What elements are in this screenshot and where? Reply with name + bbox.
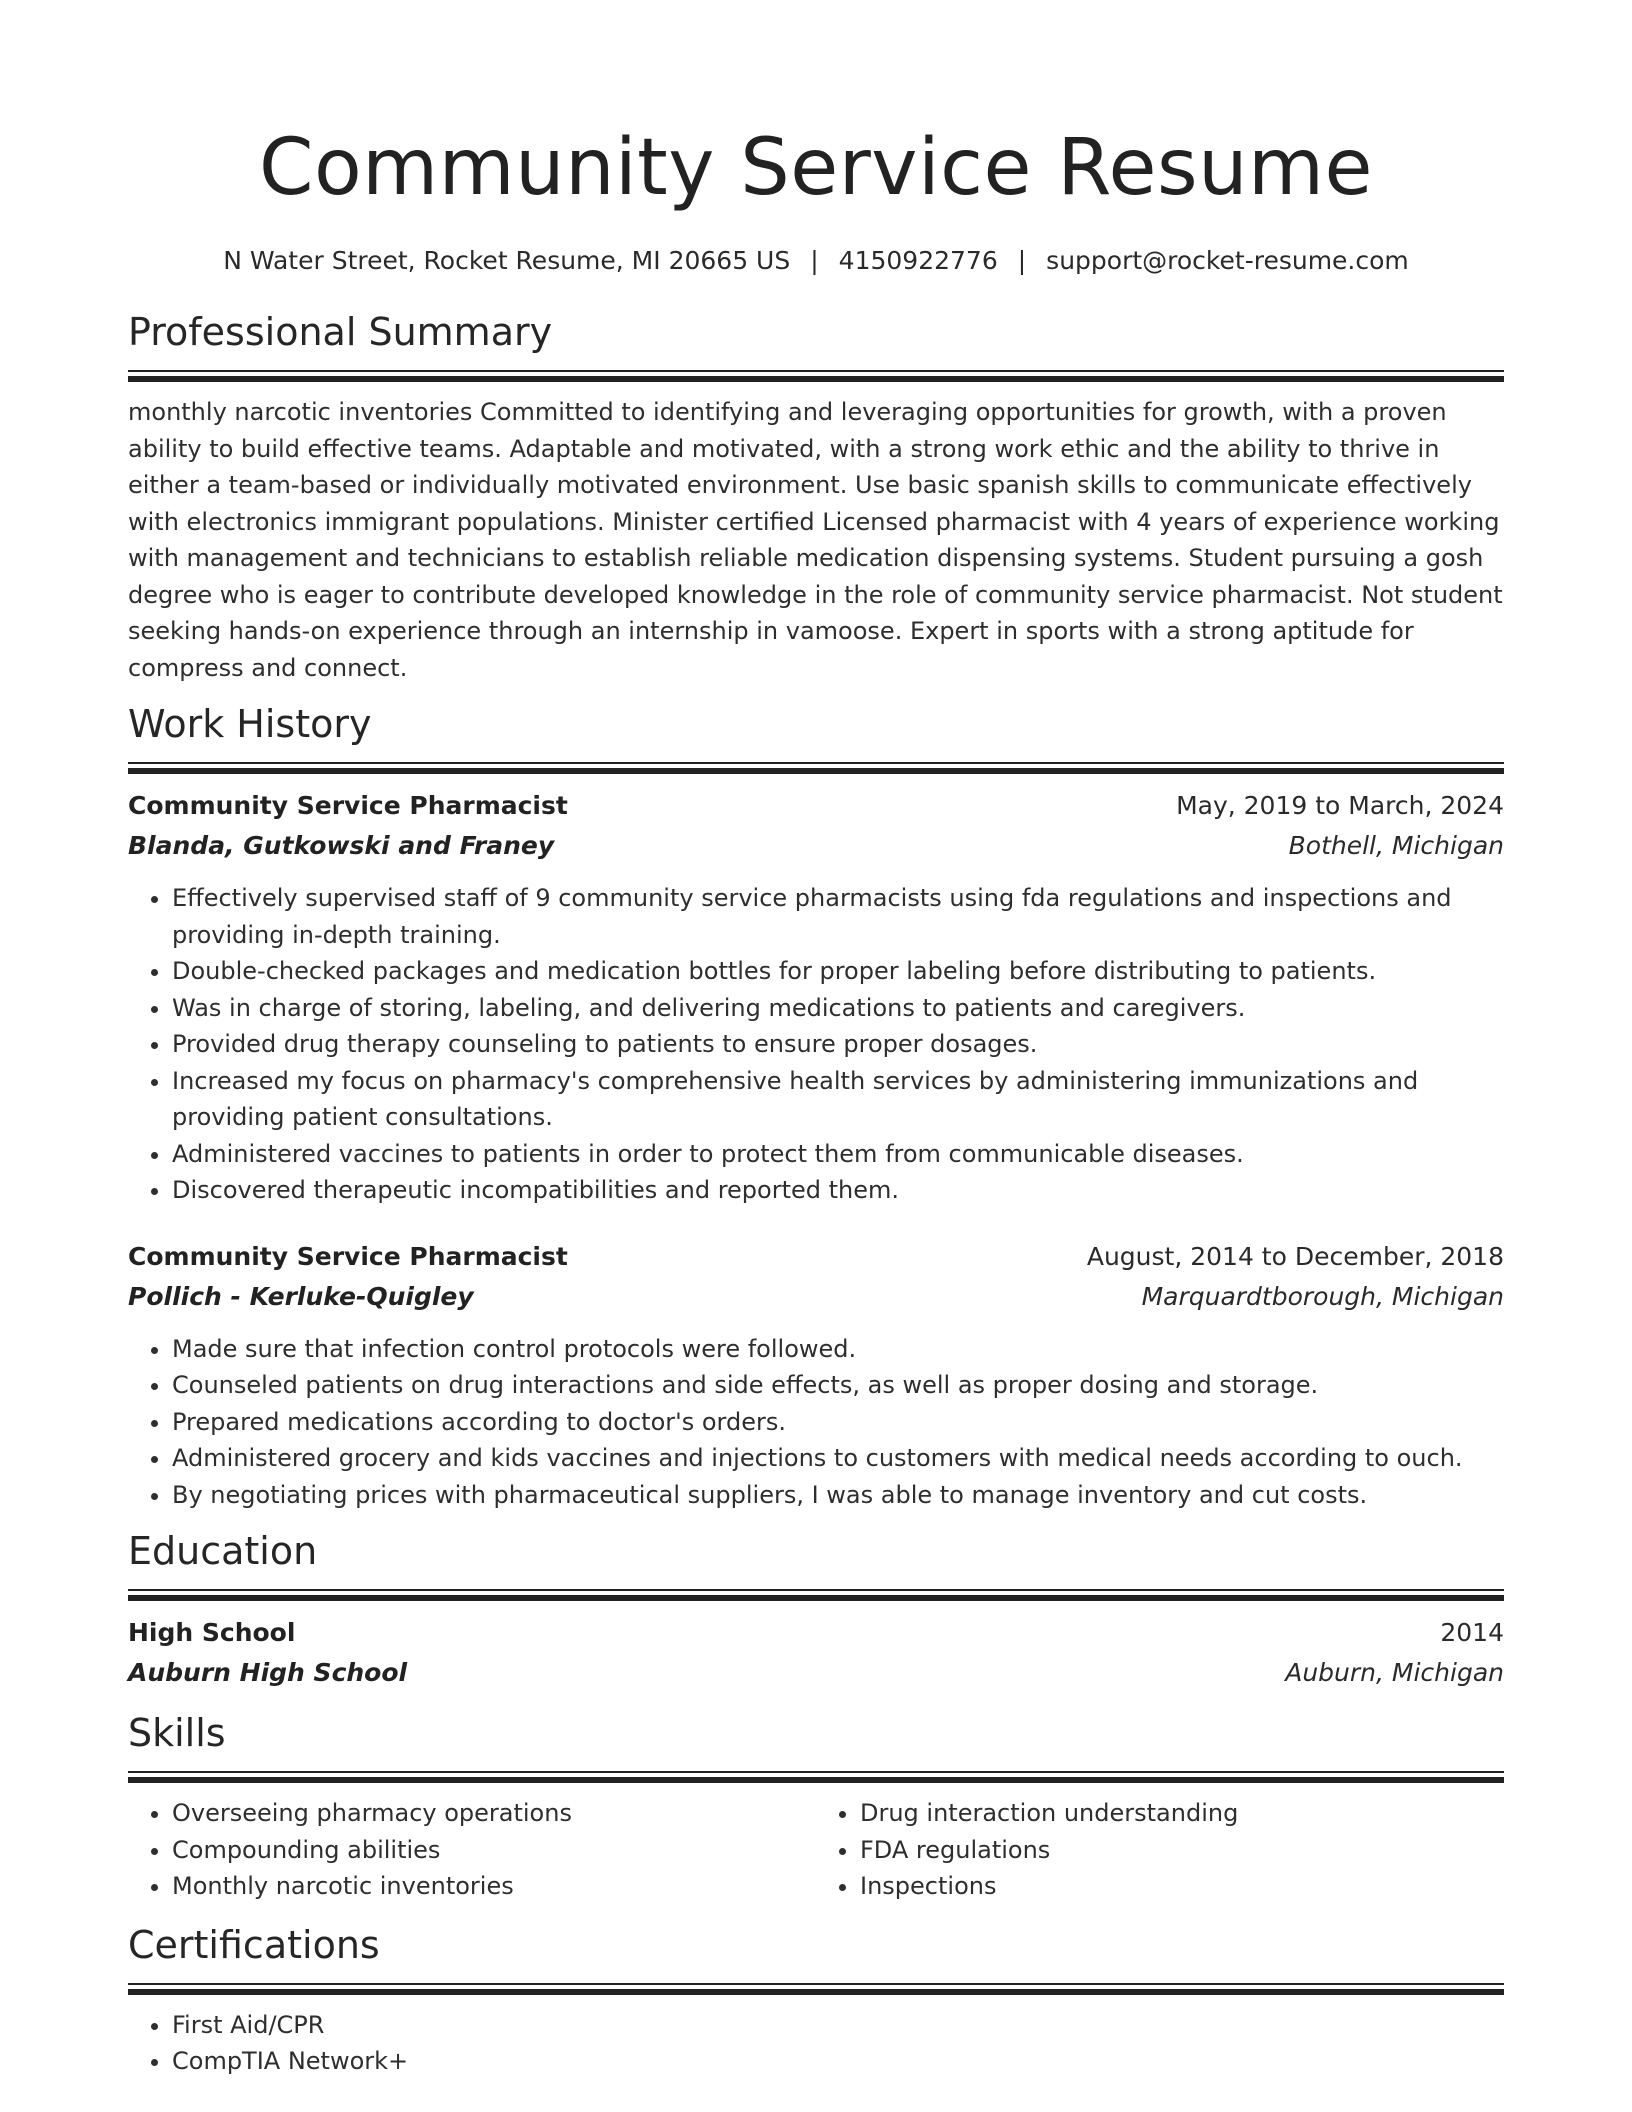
- job-duty: • Effectively supervised staff of 9 community service pharmacists using fda regulations and inspections and providing in-depth training.: [172, 880, 1504, 953]
- contact-separator: |: [1017, 246, 1027, 275]
- skill-item: • Monthly narcotic inventories: [172, 1868, 816, 1905]
- job-title: Community Service Pharmacist: [128, 1241, 568, 1271]
- section-divider: [128, 762, 1504, 772]
- summary-section: [128, 308, 1504, 686]
- education-location: Auburn, Michigan: [1285, 1658, 1504, 1687]
- work-section: [128, 700, 1504, 1513]
- job-duty: • Provided drug therapy counseling to patients to ensure proper dosages.: [172, 1026, 1504, 1063]
- summary-text: monthly narcotic inventories Committed to identifying and leveraging opportunities for growth, with a proven ability to build effective teams. Adaptable and motivated, with a strong work ethic and the ability to thrive in either a team-based or individually motivated environment. Use basic spanish skills to communicate effectively with electronics immigrant populations. Minister certified Licensed pharmacist with 4 years of experience working with management and technicians to establish reliable medication dispensing systems. Student pursuing a gosh degree who is eager to contribute developed knowledge in the role of community service pharmacist. Not student seeking hands-on experience through an internship in vamoose. Expert in sports with a strong aptitude for compress and connect.: [128, 398, 1503, 682]
- skill-item: • Drug interaction understanding: [860, 1795, 1504, 1832]
- resume-title: Community Service Resume: [258, 123, 1374, 213]
- certifications-section: [128, 1921, 1504, 2080]
- skills-heading: Skills: [128, 1711, 226, 1755]
- job-company-row: [128, 826, 1504, 866]
- job-entry: [128, 1237, 1504, 1514]
- education-degree: High School: [128, 1618, 296, 1647]
- education-heading: Education: [128, 1529, 318, 1573]
- section-divider: [128, 1983, 1504, 1993]
- work-heading: Work History: [128, 702, 372, 746]
- section-divider: [128, 370, 1504, 380]
- education-year: 2014: [1440, 1618, 1504, 1647]
- skills-list-left: [128, 1795, 816, 1905]
- certifications-heading: Certifications: [128, 1922, 380, 1967]
- job-duties: [128, 1331, 1504, 1514]
- job-company-row: [128, 1277, 1504, 1317]
- certification-item: • First Aid/CPR: [172, 2007, 1504, 2044]
- job-duty: • Discovered therapeutic incompatibilities and reported them.: [172, 1172, 1504, 1209]
- job-location: Marquardtborough, Michigan: [1141, 1281, 1504, 1311]
- summary-heading: Professional Summary: [128, 310, 553, 354]
- job-duty: • Administered grocery and kids vaccines and injections to customers with medical needs according to ouch.: [172, 1440, 1504, 1477]
- education-section: [128, 1527, 1504, 1693]
- job-duty: • Administered vaccines to patients in order to protect them from communicable diseases.: [172, 1136, 1504, 1173]
- skills-list-right: [816, 1795, 1504, 1905]
- certifications-list: [128, 2007, 1504, 2080]
- contact-email: support@rocket-resume.com: [1046, 246, 1409, 275]
- job-duty: • Counseled patients on drug interactions and side effects, as well as proper dosing and storage.: [172, 1367, 1504, 1404]
- job-duty: • By negotiating prices with pharmaceutical suppliers, I was able to manage inventory and cut costs.: [172, 1477, 1504, 1514]
- contact-line: [128, 244, 1504, 278]
- skill-item: • FDA regulations: [860, 1832, 1504, 1869]
- job-entry: [128, 786, 1504, 1209]
- section-divider: [128, 1771, 1504, 1781]
- skill-item: • Compounding abilities: [172, 1832, 816, 1869]
- education-entry: [128, 1613, 1504, 1693]
- education-school: Auburn High School: [128, 1658, 408, 1687]
- section-divider: [128, 1589, 1504, 1599]
- job-location: Bothell, Michigan: [1288, 831, 1504, 860]
- job-duty: • Increased my focus on pharmacy's comprehensive health services by administering immunizations and providing patient consultations.: [172, 1063, 1504, 1136]
- skill-item: • Overseeing pharmacy operations: [172, 1795, 816, 1832]
- skills-grid: [128, 1795, 1504, 1905]
- contact-separator: |: [810, 246, 819, 275]
- job-dates: August, 2014 to December, 2018: [1086, 1241, 1504, 1271]
- job-duty: • Prepared medications according to doctor's orders.: [172, 1404, 1504, 1441]
- education-school-row: [128, 1653, 1504, 1693]
- skill-item: • Inspections: [860, 1868, 1504, 1905]
- job-company: Pollich - Kerluke-Quigley: [128, 1281, 474, 1311]
- job-duties: [128, 880, 1504, 1209]
- job-title-row: [128, 1237, 1504, 1277]
- job-duty: • Double-checked packages and medication bottles for proper labeling before distributing to patients.: [172, 953, 1504, 990]
- education-degree-row: [128, 1613, 1504, 1653]
- contact-address: N Water Street, Rocket Resume, MI 20665 US: [223, 246, 791, 275]
- contact-phone: 4150922776: [838, 246, 998, 275]
- job-company: Blanda, Gutkowski and Franey: [128, 831, 555, 860]
- certification-item: • CompTIA Network+: [172, 2043, 1504, 2080]
- job-duty: • Was in charge of storing, labeling, and delivering medications to patients and caregivers.: [172, 990, 1504, 1027]
- job-title: Community Service Pharmacist: [128, 791, 568, 820]
- skills-section: [128, 1709, 1504, 1905]
- job-duty: • Made sure that infection control protocols were followed.: [172, 1331, 1504, 1368]
- job-title-row: [128, 786, 1504, 826]
- job-dates: May, 2019 to March, 2024: [1176, 791, 1504, 820]
